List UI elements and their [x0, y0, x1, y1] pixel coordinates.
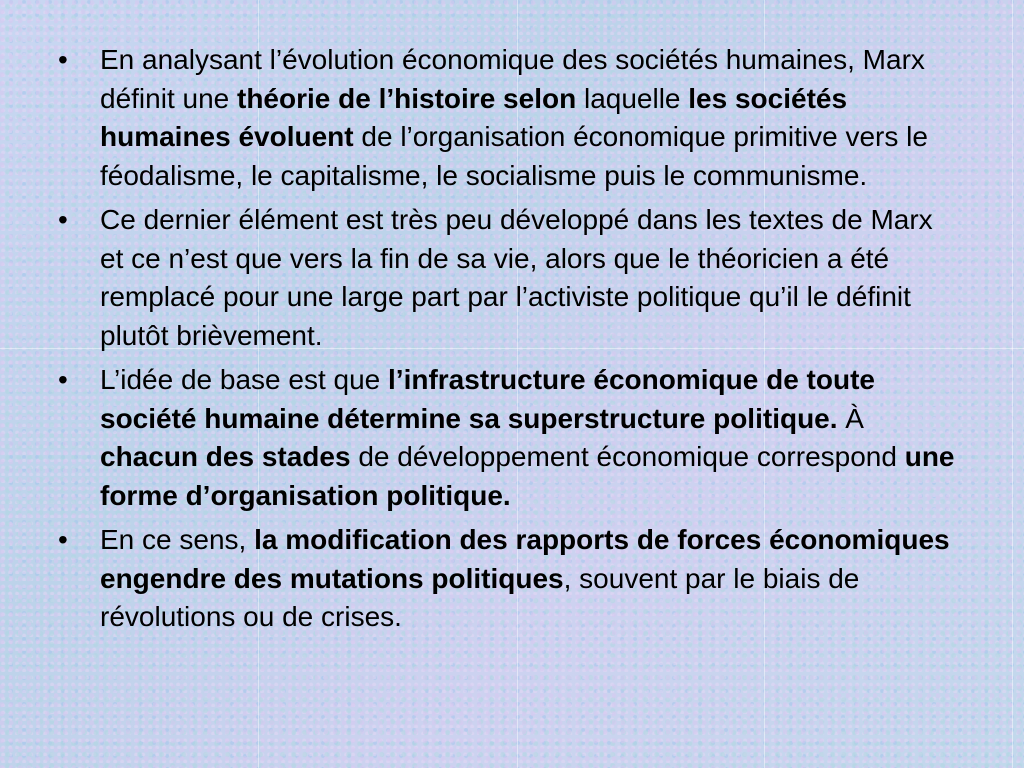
- text-segment: En ce sens,: [100, 524, 255, 555]
- text-segment: Ce dernier élément est très peu développé dans les textes de Marx et ce n’est que vers la fin de sa vie, alors que le théoricien a été remplacé pour une large part par l’activiste politique qu’il le définit plutôt brièvement.: [100, 204, 933, 351]
- text-segment: de développement économique correspond: [350, 441, 905, 472]
- bullet-marker: •: [58, 204, 68, 235]
- text-segment: , souvent par le biais de révolutions ou de crises.: [100, 562, 860, 632]
- bullet-list: [58, 41, 958, 637]
- bullet-text: [100, 364, 955, 511]
- bullet-item: [58, 201, 958, 355]
- emphasis-text: chacun des stades: [100, 441, 351, 472]
- emphasis-text: les sociétés humaines évoluent: [100, 82, 848, 152]
- bullet-item: [58, 521, 958, 637]
- text-segment: L’idée de base est que: [100, 364, 389, 395]
- text-segment: À: [837, 402, 864, 434]
- bullet-item: [58, 41, 958, 195]
- emphasis-text: la modification des rapports de forces économiques engendre des mutations politiques: [100, 524, 950, 594]
- slide-content: [58, 41, 958, 643]
- bullet-text: [100, 524, 950, 632]
- emphasis-text: théorie de l’histoire selon: [237, 82, 577, 114]
- bullet-marker: •: [58, 524, 68, 555]
- text-segment: de l’organisation économique primitive vers le féodalisme, le capitalisme, le socialisme puis le communisme.: [100, 121, 928, 191]
- text-segment: En analysant l’évolution économique des sociétés humaines, Marx définit une: [100, 44, 925, 114]
- emphasis-text: une forme d’organisation politique.: [100, 441, 955, 511]
- bullet-text: [100, 44, 928, 191]
- bullet-item: [58, 361, 958, 515]
- bullet-marker: •: [58, 364, 68, 395]
- bullet-text: [100, 204, 933, 351]
- emphasis-text: l’infrastructure économique de toute société humaine détermine sa superstructure politique.: [100, 364, 875, 434]
- bullet-marker: •: [58, 44, 68, 75]
- text-segment: laquelle: [576, 82, 689, 114]
